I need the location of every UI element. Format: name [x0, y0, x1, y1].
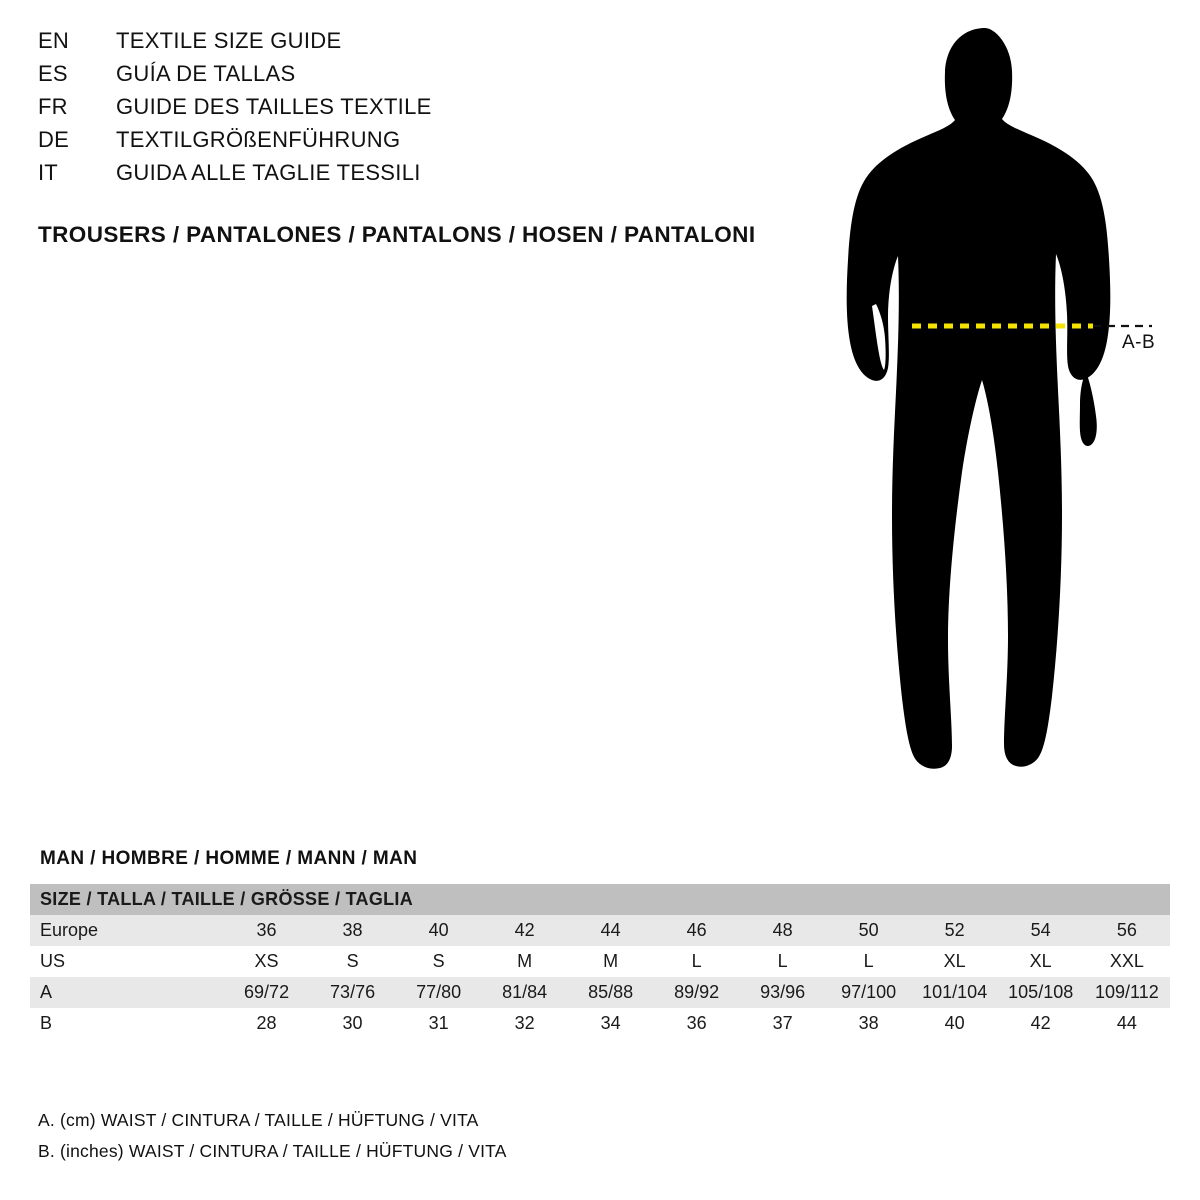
table-cell: XL	[912, 946, 998, 977]
language-code: ES	[38, 61, 68, 86]
language-row	[38, 28, 818, 61]
row-label: US	[30, 946, 224, 977]
table-cell: 85/88	[568, 977, 654, 1008]
language-code: EN	[38, 28, 69, 53]
table-cell: 101/104	[912, 977, 998, 1008]
table-cell: L	[826, 946, 912, 977]
table-cell: 38	[310, 915, 396, 946]
table-cell: 105/108	[998, 977, 1084, 1008]
language-row	[38, 94, 818, 127]
table-cell: 48	[740, 915, 826, 946]
table-cell: 73/76	[310, 977, 396, 1008]
table-cell: 31	[396, 1008, 482, 1039]
table-row	[30, 1008, 1170, 1039]
table-header-row	[30, 884, 1170, 915]
footnotes	[38, 1110, 507, 1172]
table-cell: 54	[998, 915, 1084, 946]
table-row	[30, 977, 1170, 1008]
table-row	[30, 946, 1170, 977]
row-label: Europe	[30, 915, 224, 946]
table-cell: L	[740, 946, 826, 977]
table-cell: 40	[912, 1008, 998, 1039]
table-header-label: SIZE / TALLA / TAILLE / GRÖSSE / TAGLIA	[30, 884, 1170, 915]
table-cell: 37	[740, 1008, 826, 1039]
table-cell: 42	[998, 1008, 1084, 1039]
row-label: B	[30, 1008, 224, 1039]
language-text: GUIDE DES TAILLES TEXTILE	[116, 94, 432, 119]
table-cell: 56	[1084, 915, 1170, 946]
table-row	[30, 915, 1170, 946]
table-cell: 77/80	[396, 977, 482, 1008]
table-cell: 89/92	[654, 977, 740, 1008]
table-cell: 69/72	[224, 977, 310, 1008]
table-cell: 36	[224, 915, 310, 946]
table-cell: XS	[224, 946, 310, 977]
table-cell: 50	[826, 915, 912, 946]
language-code: IT	[38, 160, 58, 185]
table-cell: S	[310, 946, 396, 977]
table-cell: 44	[568, 915, 654, 946]
table-cell: 81/84	[482, 977, 568, 1008]
footnote-a: A. (cm) WAIST / CINTURA / TAILLE / HÜFTUNG / VITA	[38, 1110, 479, 1130]
table-cell: 38	[826, 1008, 912, 1039]
page-title: TROUSERS / PANTALONES / PANTALONS / HOSEN / PANTALONI	[38, 222, 756, 247]
table-cell: 28	[224, 1008, 310, 1039]
table-cell: 52	[912, 915, 998, 946]
figure-illustration	[800, 20, 1200, 810]
table-cell: M	[568, 946, 654, 977]
language-row	[38, 61, 818, 94]
language-row	[38, 160, 818, 193]
language-row	[38, 127, 818, 160]
language-text: TEXTILE SIZE GUIDE	[116, 28, 342, 53]
table-cell: 30	[310, 1008, 396, 1039]
table-cell: 97/100	[826, 977, 912, 1008]
table-cell: 36	[654, 1008, 740, 1039]
table-cell: XL	[998, 946, 1084, 977]
size-table-section	[30, 848, 1170, 1039]
language-text: GUIDA ALLE TAGLIE TESSILI	[116, 160, 421, 185]
language-code: FR	[38, 94, 68, 119]
language-text: GUÍA DE TALLAS	[116, 61, 296, 86]
language-text: TEXTILGRÖßENFÜHRUNG	[116, 127, 401, 152]
table-cell: S	[396, 946, 482, 977]
table-cell: 44	[1084, 1008, 1170, 1039]
table-cell: XXL	[1084, 946, 1170, 977]
table-cell: 32	[482, 1008, 568, 1039]
table-cell: 40	[396, 915, 482, 946]
footnote-b: B. (inches) WAIST / CINTURA / TAILLE / HÜFTUNG / VITA	[38, 1141, 507, 1161]
male-silhouette-icon	[800, 20, 1200, 810]
table-cell: 42	[482, 915, 568, 946]
table-cell: 34	[568, 1008, 654, 1039]
table-cell: L	[654, 946, 740, 977]
segment-title: MAN / HOMBRE / HOMME / MANN / MAN	[40, 848, 418, 869]
row-label: A	[30, 977, 224, 1008]
table-cell: 109/112	[1084, 977, 1170, 1008]
table-cell: 46	[654, 915, 740, 946]
language-list	[38, 28, 818, 193]
size-table	[30, 884, 1170, 1039]
table-cell: M	[482, 946, 568, 977]
language-code: DE	[38, 127, 69, 152]
measure-label: A-B	[1122, 332, 1156, 353]
table-cell: 93/96	[740, 977, 826, 1008]
